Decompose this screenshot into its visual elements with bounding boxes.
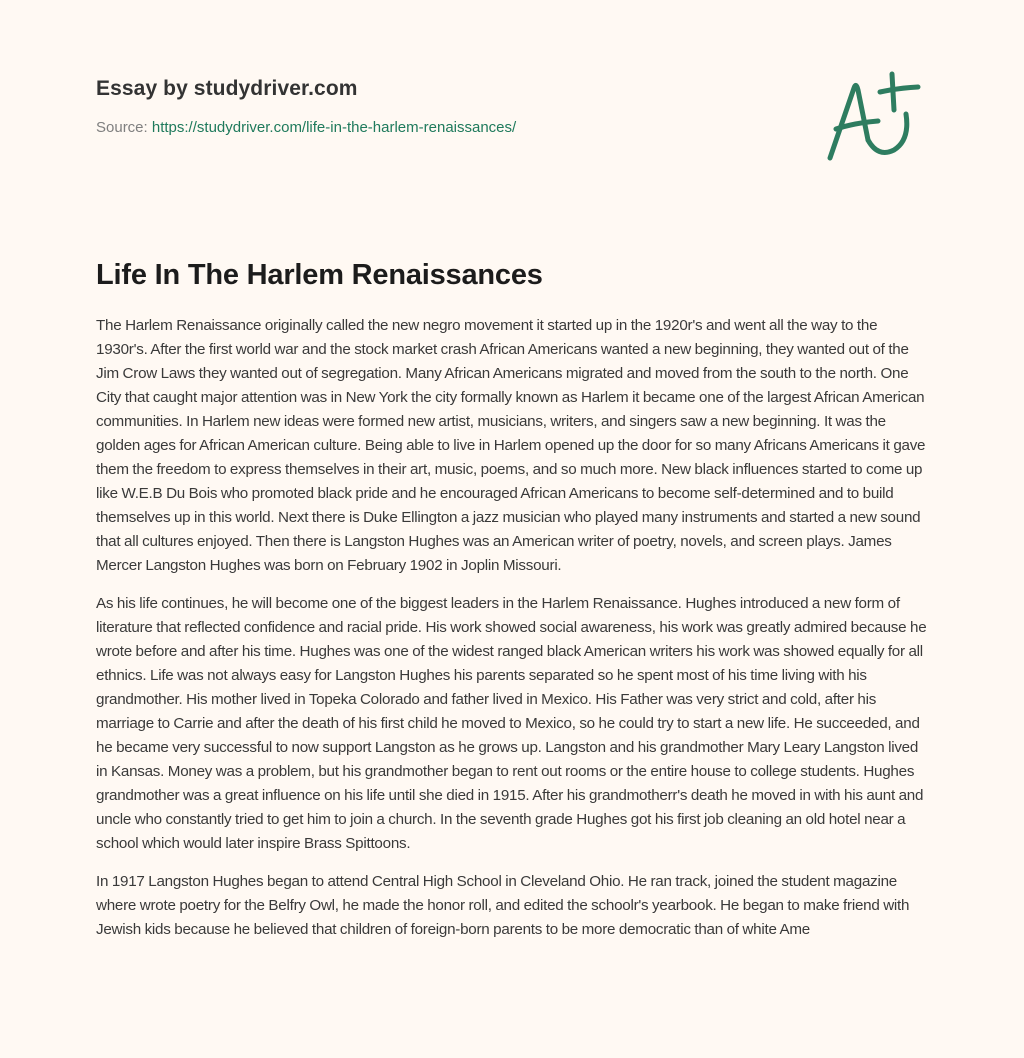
paragraph: The Harlem Renaissance originally called the new negro movement it started up in the 1920r's and went all the way to the 1930r's. After the first world war and the stock market crash African Americans wanted a new beginning, they wanted out of the Jim Crow Laws they wanted out of segregation. Many African Americans migrated and moved from the south to the north. One City that caught major attention was in New York the city formally known as Harlem it became one of the largest African American communities. In Harlem new ideas were formed new artist, musicians, writers, and singers saw a new beginning. It was the golden ages for African American culture. Being able to live in Harlem opened up the door for so many Africans Americans it gave them the freedom to express themselves in their art, music, poems, and so much more. New black influences started to come up like W.E.B Du Bois who promoted black pride and he encouraged African Americans to become self-determined and to build themselves up in this world. Next there is Duke Ellington a jazz musician who played many instruments and started a new sound that all cultures enjoyed. Then there is Langston Hughes was an American writer of poetry, novels, and screen plays. James Mercer Langston Hughes was born on February 1902 in Joplin Missouri. <box>96 317 926 574</box>
source-label: Source: <box>96 119 148 136</box>
article-body <box>96 314 932 956</box>
source-line <box>96 118 796 138</box>
page-header <box>96 74 796 138</box>
paragraph: In 1917 Langston Hughes began to attend Central High School in Cleveland Ohio. He ran track, joined the student magazine where wrote poetry for the Belfry Owl, he made the honor roll, and edited the schoolr's yearbook. He began to make friend with Jewish kids because he believed that children of foreign-born parents to be more democratic than of white Ame <box>96 873 910 938</box>
source-link[interactable]: https://studydriver.com/life-in-the-harlem-renaissances/ <box>151 119 517 136</box>
site-title: Essay by studydriver.com <box>96 77 358 100</box>
paragraph: As his life continues, he will become one of the biggest leaders in the Harlem Renaissance. Hughes introduced a new form of literature that reflected confidence and racial pride. His work showed social awareness, his work was greatly admired because he wrote before and after his time. Hughes was one of the widest ranged black American writers his work was showed equally for all ethnics. Life was not always easy for Langston Hughes his parents separated so he spent most of his time living with his grandmother. His mother lived in Topeka Colorado and father lived in Mexico. His Father was very strict and cold, after his marriage to Carrie and after the death of his first child he moved to Mexico, so he could try to start a new life. He succeeded, and he became very successful to now support Langston as he grows up. Langston and his grandmother Mary Leary Langston lived in Kansas. Money was a problem, but his grandmother began to rent out rooms or the entire house to college students. Hughes grandmother was a great influence on his life until she died in 1915. After his grandmotherr's death he moved in with his aunt and uncle who constantly tried to get him to join a church. In the seventh grade Hughes got his first job cleaning an old hotel near a school which would later inspire Brass Spittoons. <box>96 595 927 852</box>
a-plus-grade-icon <box>822 66 932 166</box>
article-title: Life In The Harlem Renaissances <box>96 259 543 291</box>
